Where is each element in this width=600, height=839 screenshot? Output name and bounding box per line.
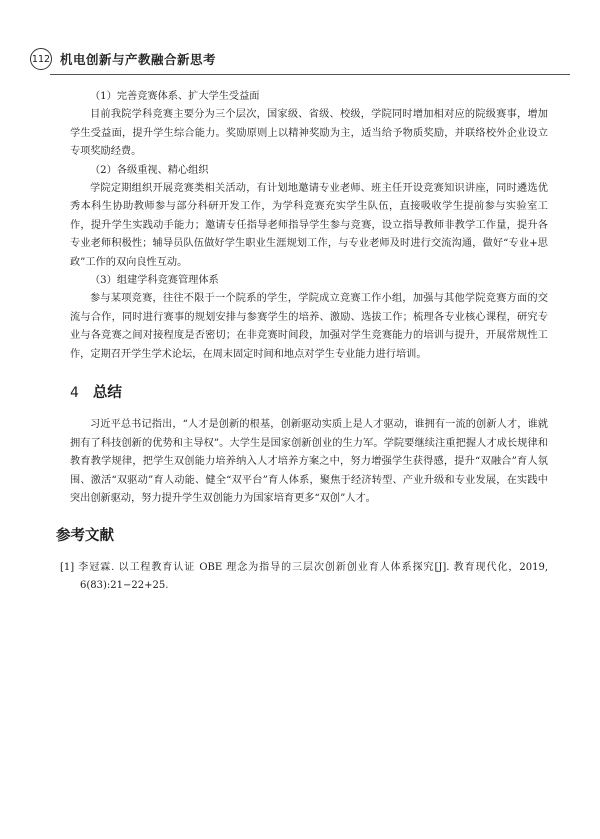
- section-title: 总结: [92, 385, 122, 401]
- header-rule: [50, 74, 570, 75]
- subsection-3-title: （3）组建学科竞赛管理体系: [90, 275, 219, 286]
- subsection-3-text: 参与某项竞赛，往往不限于一个院系的学生，学院成立竞赛工作小组，加强与其他学院竞赛方面的交流与合作，同时进行赛事的规划安排与参赛学生的培养、激励、选拔工作；梳理各专业核心课程，研究专业与各竞赛之间对接程度是否密切；在非竞赛时间段，加强对学生竞赛能力的培训与提升，开展常规性工作，定期召开学生学术论坛，在周末固定时间和地点对学生专业能力进行培训。: [70, 293, 548, 360]
- references-heading: 参考文献: [56, 527, 114, 544]
- page-header: [30, 46, 570, 72]
- page-number: 112: [30, 48, 52, 70]
- subsection-1-title: （1）完善竞赛体系、扩大学生受益面: [90, 91, 260, 102]
- reference-item: [1] 李冠霖. 以工程教育认证 OBE 理念为指导的三层次创新创业育人体系探究[J]. 教育现代化，2019, 6(83):21−22+25.: [60, 561, 548, 591]
- section-heading: [70, 382, 548, 406]
- section-number: 4: [70, 385, 79, 401]
- running-title: 机电创新与产教融合新思考: [60, 52, 217, 67]
- subsection-2-text: 学院定期组织开展竞赛类相关活动，有计划地邀请专业老师、班主任开设竞赛知识讲座，同时遴选优秀本科生协助教师参与部分科研开发工作，为学科竞赛充实学生队伍，直接吸收学生提前参与实验室工作，提升学生实践动手能力；邀请专任指导老师指导学生参与竞赛，设立指导教师非教学工作量，提升各专业老师积极性；辅导员队伍做好学生职业生涯规划工作，与专业老师及时进行交流沟通，做好“专业+思政”工作的双向良性互动。: [70, 182, 548, 268]
- subsection-2-title: （2）各级重视、精心组织: [90, 164, 209, 176]
- subsection-1-text: 目前我院学科竞赛主要分为三个层次，国家级、省级、校级，学院同时增加相对应的院级赛事，增加学生受益面，提升学生综合能力。奖励原则上以精神奖励为主，适当给予物质奖励，并联络校外企业设立专项奖励经费。: [70, 109, 548, 157]
- page-body: [56, 88, 548, 596]
- conclusion-text: 习近平总书记指出，“人才是创新的根基，创新驱动实质上是人才驱动，谁拥有一流的创新人才，谁就拥有了科技创新的优势和主导权”。大学生是国家创新创业的生力军。学院要继续注重把握人才成长规律和教育教学规律，把学生双创能力培养纳入人才培养方案之中，努力增强学生获得感，提升“双融合”育人氛围、激活“双驱动”育人动能、健全“双平台”育人体系，聚焦于经济转型、产业升级和专业发展，在实践中突出创新驱动，努力提升学生双创能力为国家培育更多“双创”人才。: [70, 419, 548, 504]
